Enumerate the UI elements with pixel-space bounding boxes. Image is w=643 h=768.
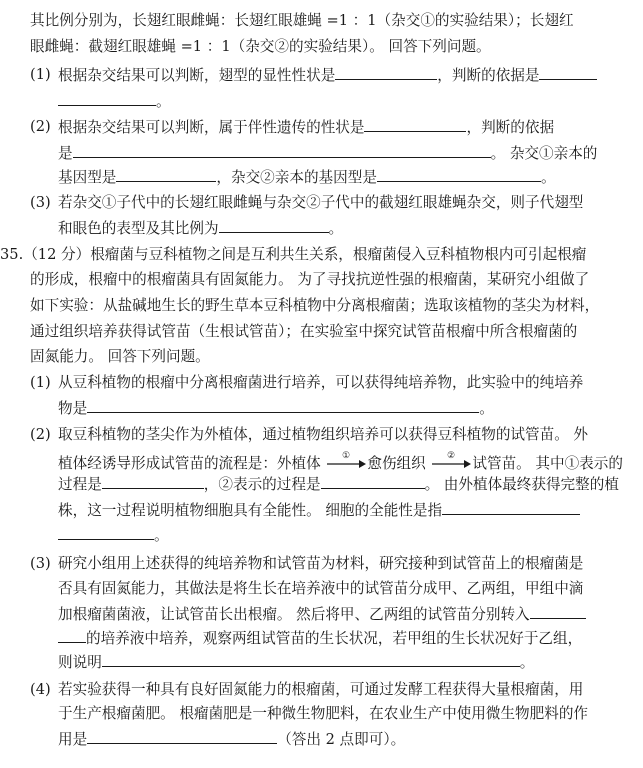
s3-text-5a: 则说明 [58, 654, 102, 671]
arrow-right-icon [325, 450, 367, 472]
q3-line-2 [58, 218, 343, 239]
s1-blank-1[interactable] [87, 398, 479, 413]
q1-end: 。 [156, 93, 171, 110]
s2-number: (2) [30, 426, 51, 443]
s3-number: (3) [30, 555, 51, 572]
s1-text-2a: 物是 [58, 400, 88, 417]
arrow-2-label: ② [447, 451, 456, 461]
arrow-right-icon [430, 450, 472, 472]
q2-line-2 [58, 143, 597, 164]
s3-line-5 [58, 652, 534, 673]
s1-line-2 [58, 398, 494, 419]
s3-line-2: 否具有固氮能力，其做法是将生长在培养液中的试管苗分成甲、乙两组，甲组中滴 [58, 580, 584, 597]
s3-blank-1b[interactable] [58, 628, 86, 643]
s2-line-5 [58, 525, 169, 546]
s4-text-3a: 用是 [58, 731, 88, 748]
q3-text-2b: 。 [328, 220, 344, 237]
s3-line-3 [58, 604, 586, 625]
s2-blank-3b[interactable] [58, 525, 154, 540]
s4-line-3 [58, 729, 405, 750]
s2-text-3b: ，②表示的过程是 [203, 476, 321, 493]
s2-blank-2[interactable] [321, 474, 425, 489]
q35-line-2: 的形成，根瘤中的根瘤菌具有固氮能力。 为了寻找抗逆性强的根瘤菌，某研究小组做了 [30, 271, 590, 288]
arrow-1 [325, 450, 367, 474]
q1-text-a: 根据杂交结果可以判断，翅型的显性性状是 [58, 67, 336, 84]
s2-text-2b: 愈伤组织 [367, 455, 426, 472]
intro-line-2: 眼雌蝇：截翅红眼雄蝇 =1 ：1（杂交②的实验结果）。 回答下列问题。 [30, 38, 491, 55]
s2-end: 。 [154, 527, 169, 544]
arrow-1-label: ① [342, 451, 351, 461]
q3-line-1: 若杂交①子代中的长翅红眼雌蝇与杂交②子代中的截翅红眼雄蝇杂交，则子代翅型 [58, 194, 584, 211]
q2-text-3c: 。 [540, 169, 556, 186]
q2-number: (2) [30, 118, 51, 135]
q35-line-5: 固氮能力。 回答下列问题。 [30, 348, 210, 365]
q1-blank-1[interactable] [335, 65, 437, 80]
q2-line-3 [58, 167, 556, 188]
intro-line-1: 其比例分别为，长翅红眼雌蝇：长翅红眼雄蝇 =1 ：1（杂交①的实验结果）；长翅红 [30, 12, 574, 29]
s1-line-1: 从豆科植物的根瘤中分离根瘤菌进行培养，可以获得纯培养物，此实验中的纯培养 [58, 374, 584, 391]
s3-blank-2[interactable] [102, 652, 520, 667]
q2-blank-1[interactable] [364, 117, 466, 132]
s1-text-2b: 。 [479, 400, 494, 417]
q3-text-2a: 和眼色的表型及其比例为 [58, 220, 219, 237]
q1-blank-2b[interactable] [58, 91, 156, 106]
s4-text-3b: （答出 2 点即可）。 [277, 731, 406, 748]
q2-line-1 [58, 117, 554, 138]
s2-text-3a: 过程是 [58, 476, 102, 493]
s3-line-1: 研究小组用上述获得的纯培养物和试管苗为材料，研究接种到试管苗上的根瘤菌是 [58, 555, 584, 572]
s2-text-4a: 株，这一过程说明植物细胞具有全能性。 细胞的全能性是指 [58, 502, 443, 519]
q1-text-b: ，判断的依据是 [437, 67, 540, 84]
q2-text-2b: 。 杂交①亲本的 [490, 145, 598, 162]
q1-line-2 [58, 91, 171, 112]
s3-text-5b: 。 [519, 654, 535, 671]
s4-number: (4) [30, 681, 51, 698]
s2-text-3c: 。 由外植体最终获得完整的植 [424, 476, 619, 493]
s2-text-2c: 试管苗。 其中①表示的 [472, 455, 623, 472]
q2-text-2a: 是 [58, 145, 73, 162]
q2-text-1b: ，判断的依据 [466, 119, 555, 136]
s2-blank-3a[interactable] [442, 500, 580, 515]
s3-blank-1a[interactable] [530, 604, 586, 619]
q2-text-3b: ，杂交②亲本的基因型是 [216, 169, 377, 186]
s1-number: (1) [30, 374, 51, 391]
q2-text-1a: 根据杂交结果可以判断，属于伴性遗传的性状是 [58, 119, 365, 136]
q35-number: 35.（12 分） [0, 246, 91, 263]
q35-line-4: 通过组织培养获得试管苗（生根试管苗）；在实验室中探究试管苗根瘤中所含根瘤菌的 [30, 323, 578, 340]
s2-line-4 [58, 500, 580, 521]
q35-line-1 [0, 245, 586, 265]
s4-blank-1[interactable] [87, 729, 277, 744]
q3-number: (3) [30, 194, 51, 211]
s3-text-4a: 的培养液中培养，观察两组试管苗的生长状况，若甲组的生长状况好于乙组， [86, 630, 583, 647]
q2-text-3a: 基因型是 [58, 169, 117, 186]
s2-line-3 [58, 474, 619, 495]
s4-line-1: 若实验获得一种具有良好固氮能力的根瘤菌，可通过发酵工程获得大量根瘤菌，用 [58, 681, 584, 698]
q2-blank-3[interactable] [116, 167, 216, 182]
q2-blank-2[interactable] [73, 143, 491, 158]
s2-line-1: 取豆科植物的茎尖作为外植体，通过植物组织培养可以获得豆科植物的试管苗。 外 [58, 426, 589, 443]
arrow-2 [430, 450, 472, 474]
s2-text-2a: 植体经诱导形成试管苗的流程是：外植体 [58, 455, 321, 472]
s2-blank-1[interactable] [102, 474, 204, 489]
q1-line-1 [58, 65, 597, 86]
s3-text-3a: 加根瘤菌菌液，让试管苗长出根瘤。 然后将甲、乙两组的试管苗分别转入 [58, 606, 530, 623]
q35-line-3: 如下实验：从盐碱地生长的野生草本豆科植物中分离根瘤菌；选取该植物的茎尖为材料， [30, 297, 600, 314]
q35-text-1: 根瘤菌与豆科植物之间是互利共生关系，根瘤菌侵入豆科植物根内可引起根瘤 [90, 246, 587, 263]
q1-number: (1) [30, 66, 51, 83]
q2-blank-4[interactable] [377, 167, 541, 182]
s3-line-4 [58, 628, 582, 649]
q3-blank-1[interactable] [219, 218, 329, 233]
q1-blank-2a[interactable] [539, 65, 597, 80]
s2-line-2 [58, 450, 623, 474]
s4-line-2: 于生产根瘤菌肥。 根瘤菌肥是一种微生物肥料，在农业生产中使用微生物肥料的作 [58, 705, 589, 722]
